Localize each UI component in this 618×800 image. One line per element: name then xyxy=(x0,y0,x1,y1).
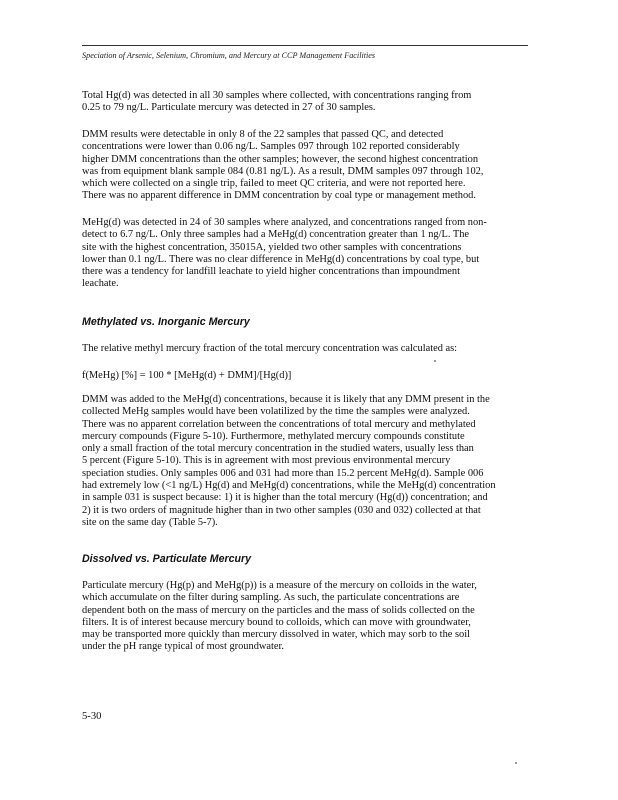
text-line: collected MeHg samples would have been volatilized by the time the samples were analyzed. xyxy=(82,406,470,418)
text-line: was from equipment blank sample 084 (0.81 ng/L). As a result, DMM samples 097 through 102, xyxy=(82,165,484,177)
text-line: may be transported more quickly than mercury dissolved in water, which may sorb to the soil xyxy=(82,629,470,641)
paragraph-total-mercury xyxy=(82,90,528,115)
text-line: had extremely low (<1 ng/L) Hg(d) and MeHg(d) concentrations, while the MeHg(d) concentration xyxy=(82,480,496,492)
formula xyxy=(82,370,528,382)
scan-speck xyxy=(515,762,517,764)
text-line: higher DMM concentrations than the other samples; however, the second highest concentration xyxy=(82,153,479,165)
text-line: in sample 031 is suspect because: 1) it is higher than the total mercury (Hg(d)) concentration; and xyxy=(82,492,488,504)
formula-text: f(MeHg) [%] = 100 * [MeHg(d) + DMM]/[Hg(d)] xyxy=(82,370,292,381)
paragraph-mehg-results xyxy=(82,217,528,291)
text-line: There was no apparent correlation between the concentrations of total mercury and methylated xyxy=(82,418,476,430)
text-line: There was no apparent difference in DMM concentration by coal type or management method. xyxy=(82,190,476,202)
text-line: concentrations were lower than 0.06 ng/L. Samples 097 through 102 reported considerably xyxy=(82,141,460,153)
paragraph-particulate-mercury xyxy=(82,580,528,654)
page-number: 5-30 xyxy=(82,711,102,722)
text-line: only a small fraction of the total mercury concentration in the studied waters, usually less than xyxy=(82,443,474,455)
text-line: Total Hg(d) was detected in all 30 samples where collected, with concentrations ranging from xyxy=(82,90,472,101)
paragraph-dmm-results xyxy=(82,129,528,203)
text-line: which were collected on a single trip, failed to meet QC criteria, and were not reported here. xyxy=(82,178,466,190)
text-line: DMM results were detectable in only 8 of the 22 samples that passed QC, and detected xyxy=(82,129,444,140)
text-line: dependent both on the mass of mercury on the particles and the mass of solids collected on the xyxy=(82,604,475,616)
text-line: speciation studies. Only samples 006 and 031 had more than 15.2 percent MeHg(d). Sample 006 xyxy=(82,467,484,479)
running-header: Speciation of Arsenic, Selenium, Chromium, and Mercury at CCP Management Facilities xyxy=(82,51,376,60)
paragraph-relative-fraction xyxy=(82,343,528,355)
text-line: 0.25 to 79 ng/L. Particulate mercury was detected in 27 of 30 samples. xyxy=(82,102,376,114)
paragraph-dmm-added xyxy=(82,394,528,529)
section-heading-methylated: Methylated vs. Inorganic Mercury xyxy=(82,316,250,328)
text-line: The relative methyl mercury fraction of the total mercury concentration was calculated as: xyxy=(82,343,458,354)
text-line: Particulate mercury (Hg(p) and MeHg(p)) is a measure of the mercury on colloids in the water, xyxy=(82,580,477,591)
text-line: MeHg(d) was detected in 24 of 30 samples where analyzed, and concentrations ranged from non- xyxy=(82,217,487,228)
text-line: lower than 0.1 ng/L. There was no clear difference in MeHg(d) concentrations by coal type, but xyxy=(82,253,480,265)
scan-speck xyxy=(434,360,436,362)
text-line: mercury compounds (Figure 5-10). Furthermore, methylated mercury compounds constitute xyxy=(82,430,465,442)
text-line: 2) it is two orders of magnitude higher than in two other samples (030 and 032) collected at that xyxy=(82,504,481,516)
text-line: 5 percent (Figure 5-10). This is in agreement with most previous environmental mercury xyxy=(82,455,451,467)
header-rule xyxy=(82,45,528,46)
text-line: detect to 6.7 ng/L. Only three samples had a MeHg(d) concentration greater than 1 ng/L. The xyxy=(82,229,470,241)
text-line: site on the same day (Table 5-7). xyxy=(82,516,218,528)
text-line: filters. It is of interest because mercury bound to colloids, which can move with groundwater, xyxy=(82,616,471,628)
text-line: site with the highest concentration, 35015A, yielded two other samples with concentrations xyxy=(82,241,462,253)
text-line: under the pH range typical of most groundwater. xyxy=(82,641,284,653)
text-line: there was a tendency for landfill leachate to yield higher concentrations than impoundment xyxy=(82,266,460,278)
section-heading-dissolved: Dissolved vs. Particulate Mercury xyxy=(82,553,251,565)
text-line: DMM was added to the MeHg(d) concentrations, because it is likely that any DMM present in the xyxy=(82,394,490,405)
text-line: which accumulate on the filter during sampling. As such, the particulate concentrations are xyxy=(82,592,460,604)
text-line: leachate. xyxy=(82,278,119,290)
